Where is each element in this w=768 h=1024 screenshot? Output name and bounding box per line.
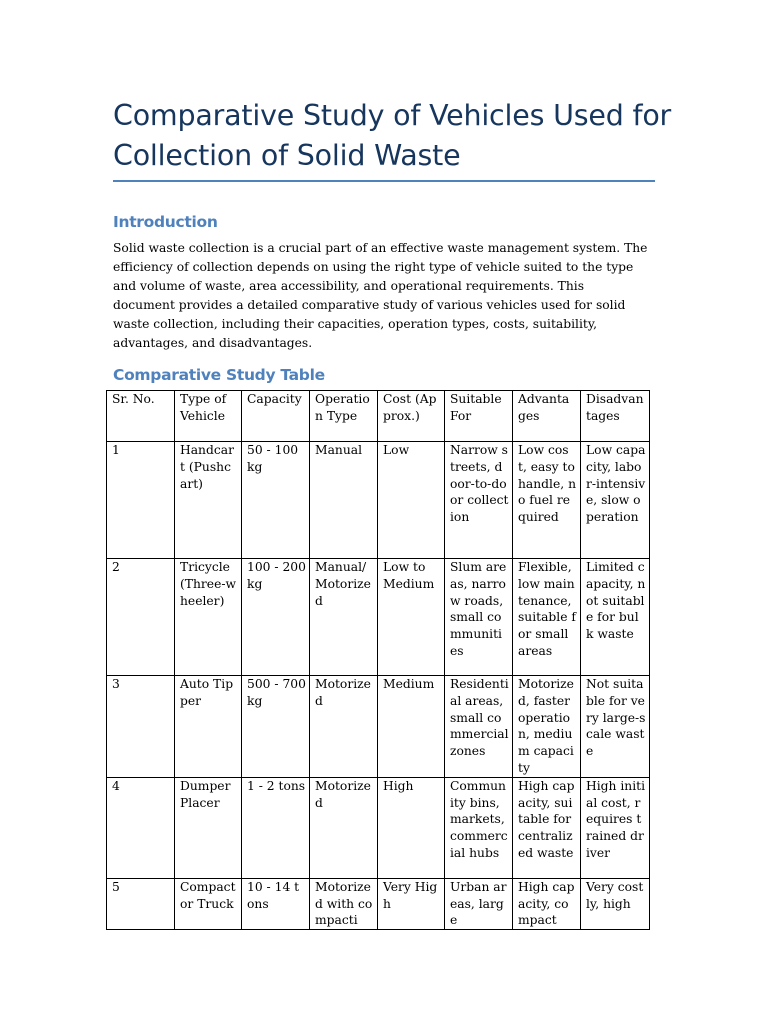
table-cell: Community bins, markets, commercial hubs: [445, 777, 513, 878]
table-cell: Motorized: [310, 676, 378, 778]
header-cell: Capacity: [242, 391, 310, 442]
table-row: [107, 777, 650, 878]
table-row: [107, 442, 650, 559]
introduction-paragraph: Solid waste collection is a crucial part of an effective waste management system. The efficiency of collection depends on using the right type of vehicle suited to the type and volume of waste, area accessibility, and operational requirements. This document provides a detailed comparative study of various vehicles used for solid waste collection, including their capacities, operation types, costs, suitability, advantages, and disadvantages.: [113, 241, 648, 350]
document-title: Comparative Study of Vehicles Used for Collection of Solid Waste: [113, 99, 672, 172]
header-cell: Cost (Approx.): [378, 391, 445, 442]
table-row: [107, 878, 650, 929]
table-cell: Compactor Truck: [175, 878, 242, 929]
table-cell: Motorized, faster operation, medium capacity: [513, 676, 581, 778]
table-cell: Handcart (Pushcart): [175, 442, 242, 559]
comparative-study-table: [106, 390, 650, 930]
table-cell: Dumper Placer: [175, 777, 242, 878]
table-cell: Narrow streets, door-to-door collection: [445, 442, 513, 559]
table-cell: Low: [378, 442, 445, 559]
table-cell: Motorized: [310, 777, 378, 878]
table-cell: Manual/ Motorized: [310, 559, 378, 676]
title-divider: [113, 180, 655, 182]
table-row: [107, 559, 650, 676]
table-cell: Urban areas, large: [445, 878, 513, 929]
header-cell: Advantages: [513, 391, 581, 442]
header-cell: Type of Vehicle: [175, 391, 242, 442]
header-cell: Operation Type: [310, 391, 378, 442]
table-cell: 100 - 200 kg: [242, 559, 310, 676]
table-header-row: [107, 391, 650, 442]
table-cell: High initial cost, requires trained driver: [581, 777, 650, 878]
table-cell: 1 - 2 tons: [242, 777, 310, 878]
table-cell: Motorized with compacti: [310, 878, 378, 929]
table-cell: 10 - 14 tons: [242, 878, 310, 929]
table-cell: Residential areas, small commercial zones: [445, 676, 513, 778]
introduction-heading: Introduction: [113, 213, 218, 231]
table-cell: 2: [107, 559, 175, 676]
table-cell: Slum areas, narrow roads, small communities: [445, 559, 513, 676]
table-cell: 1: [107, 442, 175, 559]
table-cell: 500 - 700 kg: [242, 676, 310, 778]
table-cell: Low capacity, labor-intensive, slow operation: [581, 442, 650, 559]
table-cell: 4: [107, 777, 175, 878]
table-cell: 5: [107, 878, 175, 929]
table-cell: 50 - 100 kg: [242, 442, 310, 559]
header-cell: Sr. No.: [107, 391, 175, 442]
table-cell: Very costly, high: [581, 878, 650, 929]
table-cell: 3: [107, 676, 175, 778]
table-cell: High capacity, compact: [513, 878, 581, 929]
table-cell: Flexible, low maintenance, suitable for small areas: [513, 559, 581, 676]
table-cell: Auto Tipper: [175, 676, 242, 778]
table-cell: Very High: [378, 878, 445, 929]
table-cell: Medium: [378, 676, 445, 778]
header-cell: Disadvantages: [581, 391, 650, 442]
table-cell: Manual: [310, 442, 378, 559]
table-heading: Comparative Study Table: [113, 366, 325, 384]
header-cell: Suitable For: [445, 391, 513, 442]
table-cell: Tricycle (Three-wheeler): [175, 559, 242, 676]
table-cell: High: [378, 777, 445, 878]
table-cell: Limited capacity, not suitable for bulk waste: [581, 559, 650, 676]
table-row: [107, 676, 650, 778]
table-cell: High capacity, suitable for centralized waste: [513, 777, 581, 878]
table-cell: Low cost, easy to handle, no fuel required: [513, 442, 581, 559]
table-cell: Not suitable for very large-scale waste: [581, 676, 650, 778]
table-cell: Low to Medium: [378, 559, 445, 676]
